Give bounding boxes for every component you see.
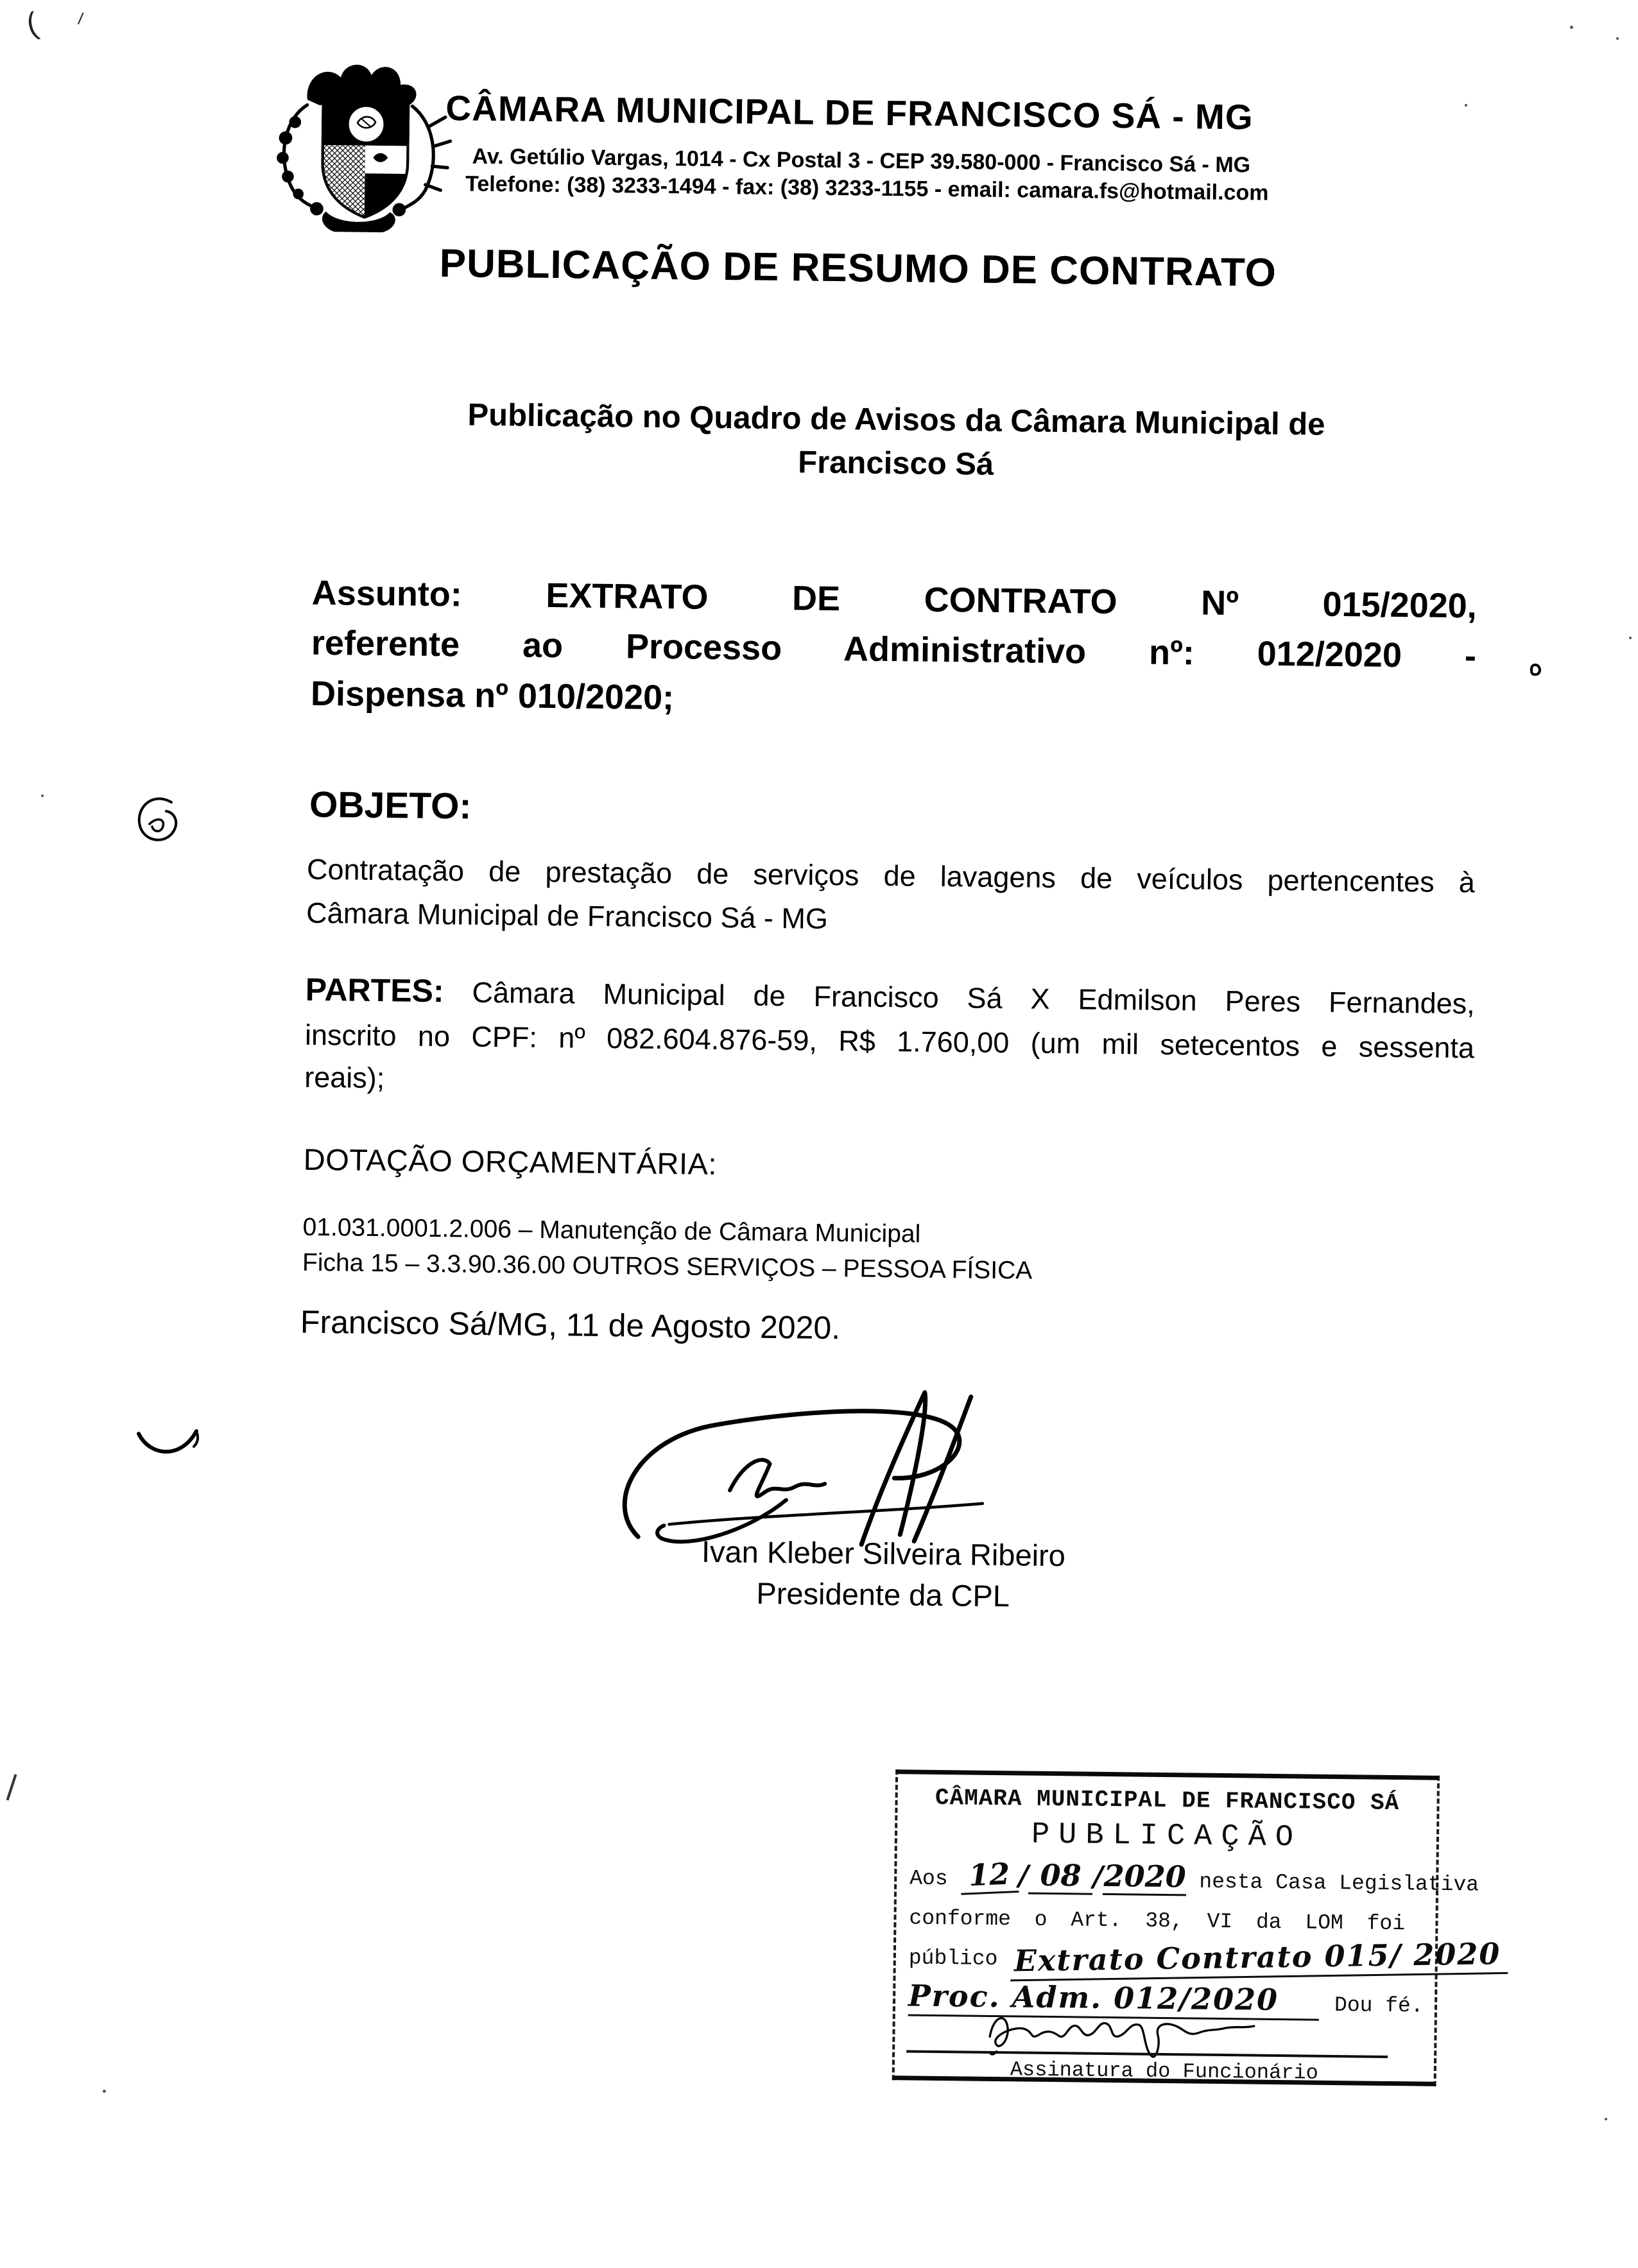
stamp-publico-handwritten: Extrato Contrato 015/ 2020 bbox=[1010, 1936, 1508, 1981]
assunto-line1: Assunto: EXTRATO DE CONTRATO Nº 015/2020, bbox=[311, 573, 1478, 626]
stamp-date-separator: / bbox=[1018, 1859, 1029, 1893]
page-title: PUBLICAÇÃO DE RESUMO DE CONTRATO bbox=[439, 241, 1277, 295]
partes-line3: reais); bbox=[304, 1060, 385, 1094]
partes-label: PARTES: bbox=[305, 971, 444, 1009]
stamp-doufe: Dou fé. bbox=[1334, 1993, 1424, 2018]
objeto-paragraph bbox=[306, 848, 1475, 948]
municipal-coat-of-arms-icon bbox=[264, 56, 453, 233]
subtitle bbox=[313, 392, 1479, 492]
stamp-proc-handwritten: Proc. Adm. 012/2020 bbox=[908, 1978, 1320, 2020]
stamp-date-separator2: / bbox=[1092, 1860, 1103, 1893]
dotacao-heading: DOTAÇÃO ORÇAMENTÁRIA: bbox=[303, 1142, 718, 1181]
scan-artifact-tick: / bbox=[77, 8, 85, 29]
stamp-line2: conforme o Art. 38, VI da LOM foi bbox=[909, 1906, 1406, 1936]
stamp-day-handwritten: 12 bbox=[960, 1856, 1019, 1895]
objeto-heading: OBJETO: bbox=[309, 784, 472, 827]
dateline: Francisco Sá/MG, 11 de Agosto 2020. bbox=[300, 1303, 841, 1346]
stamp-title: PUBLICAÇÃO bbox=[1031, 1817, 1303, 1855]
org-name: CÂMARA MUNICIPAL DE FRANCISCO SÁ - MG bbox=[445, 88, 1254, 137]
signatory-role: Presidente da CPL bbox=[756, 1576, 1010, 1613]
stamp-signature-caption: Assinatura do Funcionário bbox=[1010, 2058, 1319, 2085]
subtitle-line1: Publicação no Quadro de Avisos da Câmara Municipal de bbox=[467, 397, 1325, 442]
dotacao-line1: 01.031.0001.2.006 – Manutenção de Câmara Municipal bbox=[302, 1213, 921, 1248]
dotacao-line2: Ficha 15 – 3.3.90.36.00 OUTROS SERVIÇOS – PESSOA FÍSICA bbox=[302, 1249, 1033, 1285]
assunto-line2: referente ao Processo Administrativo nº: 012/2020 - bbox=[311, 624, 1477, 676]
stamp-line1-suffix: nesta Casa Legislativa bbox=[1199, 1869, 1479, 1897]
assunto-line3: Dispensa nº 010/2020; bbox=[310, 674, 675, 717]
stamp-publico-line bbox=[908, 1936, 1502, 1979]
dotacao-paragraph bbox=[302, 1210, 1033, 1289]
org-contact: Telefone: (38) 3233-1494 - fax: (38) 3233-1155 - email: camara.fs@hotmail.com bbox=[465, 171, 1269, 205]
org-address: Av. Getúlio Vargas, 1014 - Cx Postal 3 - CEP 39.580-000 - Francisco Sá - MG bbox=[472, 144, 1251, 178]
publication-stamp bbox=[892, 1769, 1502, 2086]
assunto-paragraph bbox=[311, 568, 1478, 732]
partes-line1-rest: Câmara Municipal de Francisco Sá X Edmilson Peres Fernandes, bbox=[444, 975, 1476, 1020]
stamp-month-handwritten: 08 bbox=[1028, 1858, 1093, 1895]
partes-paragraph bbox=[304, 966, 1475, 1112]
stamp-year-handwritten: 2020 bbox=[1103, 1859, 1187, 1896]
header bbox=[264, 56, 453, 236]
stamp-aos-label: Aos bbox=[910, 1866, 948, 1891]
stamp-org: CÂMARA MUNICIPAL DE FRANCISCO SÁ bbox=[935, 1784, 1400, 1817]
objeto-line1: Contratação de prestação de serviços de lavagens de veículos pertencentes à bbox=[306, 852, 1476, 899]
subtitle-line2: Francisco Sá bbox=[797, 444, 994, 482]
scan-artifact-paren: ( bbox=[22, 6, 42, 42]
objeto-line2: Câmara Municipal de Francisco Sá - MG bbox=[306, 896, 829, 935]
signatory-name: Ivan Kleber Silveira Ribeiro bbox=[701, 1534, 1066, 1573]
stamp-publico-label: público bbox=[908, 1946, 998, 1972]
stamp-date-line bbox=[910, 1856, 1479, 1898]
partes-line2: inscrito no CPF: nº 082.604.876-59, R$ 1.760,00 (um mil setecentos e sessenta bbox=[304, 1018, 1475, 1064]
